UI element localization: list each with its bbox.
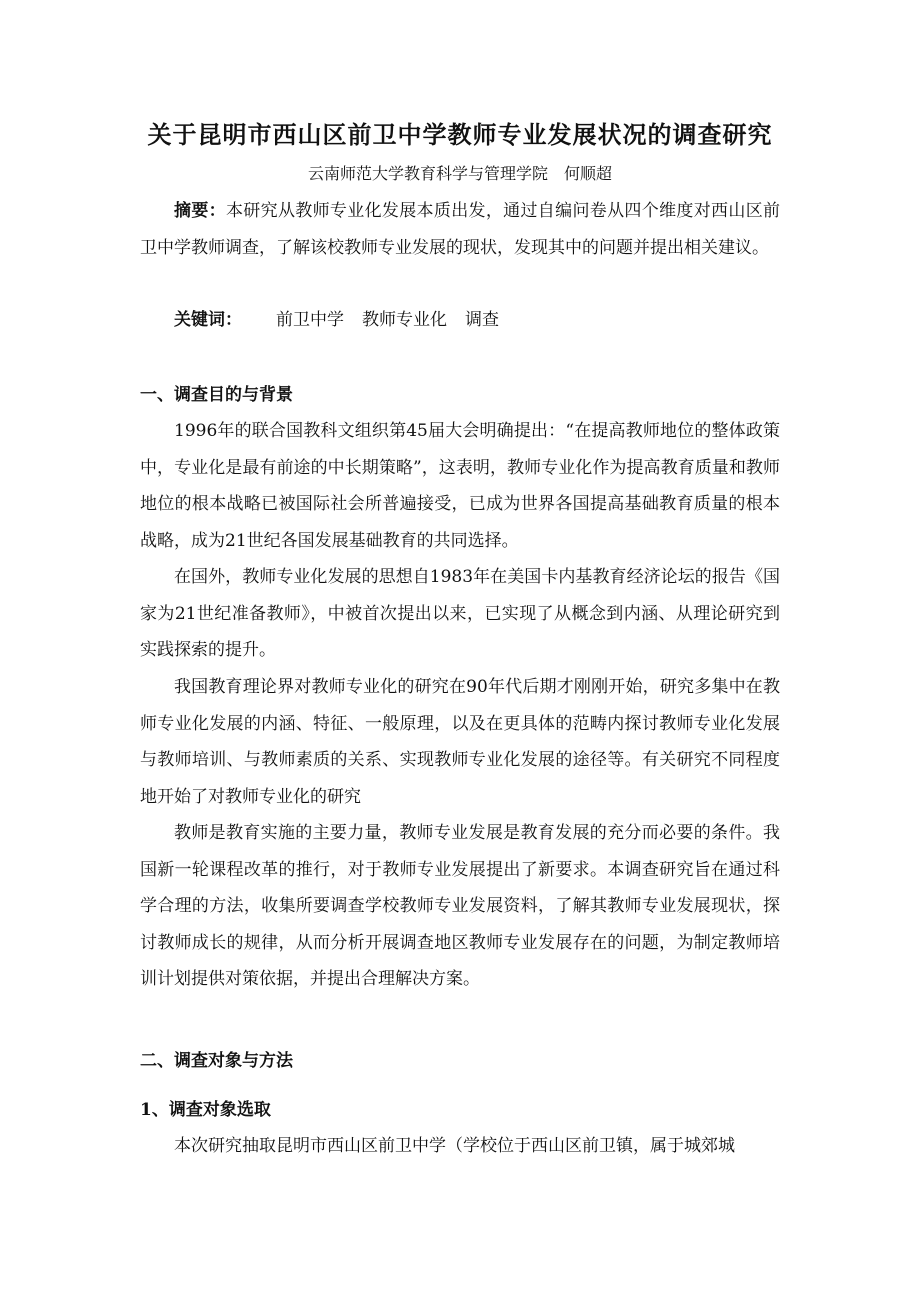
author-line: 云南师范大学教育科学与管理学院 何顺超 [307,164,612,183]
keyword-item: 调查 [465,310,499,330]
section-heading: 二、调查对象与方法 [140,1051,293,1071]
keywords [140,302,780,339]
keyword-item: 前卫中学 [276,310,344,330]
paragraph: 教师是教育实施的主要力量，教师专业发展是教育发展的充分而必要的条件。我国新一轮课程改革的推行，对于教师专业发展提出了新要求。本调查研究旨在通过科学合理的方法，收集所要调查学校教师专业发展资料，了解其教师专业发展现状，探讨教师成长的规律，从而分析开展调查地区教师专业发展存在的问题，为制定教师培训计划提供对策依据，并提出合理解决方案。 [140,823,780,989]
paragraph: 1996年的联合国教科文组织第45届大会明确提出：“在提高教师地位的整体政策中，专业化是最有前途的中长期策略”，这表明，教师专业化作为提高教育质量和教师地位的根本战略已被国际社会所普遍接受，已成为世界各国提高基础教育质量的根本战略，成为21世纪各国发展基础教育的共同选择。 [140,421,780,551]
keywords-label: 关键词： [174,310,242,330]
paragraph: 我国教育理论界对教师专业化的研究在90年代后期才刚刚开始，研究多集中在教师专业化发展的内涵、特征、一般原理，以及在更具体的范畴内探讨教师专业化发展与教师培训、与教师素质的关系、实现教师专业化发展的途径等。有关研究不同程度地开始了对教师专业化的研究 [140,677,780,807]
abstract-text: 本研究从教师专业化发展本质出发，通过自编问卷从四个维度对西山区前卫中学教师调查，了解该校教师专业发展的现状，发现其中的问题并提出相关建议。 [140,201,781,258]
paragraph: 本次研究抽取昆明市西山区前卫中学（学校位于西山区前卫镇，属于城郊城 [174,1136,735,1156]
abstract [140,193,780,266]
keyword-item: 教师专业化 [362,310,447,330]
section-heading: 一、调查目的与背景 [140,385,293,405]
abstract-label: 摘要： [174,201,226,221]
subsection-heading: 1、调查对象选取 [140,1100,271,1120]
paragraph: 在国外，教师专业化发展的思想自1983年在美国卡内基教育经济论坛的报告《国家为21世纪准备教师》，中被首次提出以来，已实现了从概念到内涵、从理论研究到实践探索的提升。 [140,567,780,660]
document-title: 关于昆明市西山区前卫中学教师专业发展状况的调查研究 [147,120,773,149]
